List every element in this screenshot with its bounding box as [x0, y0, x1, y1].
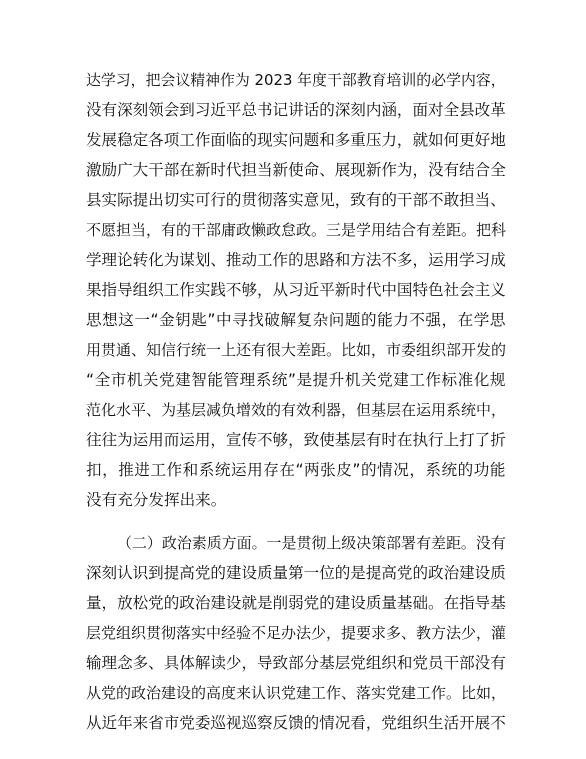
text-line: 范化水平、为基层减负增效的有效利器，但基层在运用系统中， [86, 401, 506, 419]
text-line: 发展稳定各项工作面临的现实问题和多重压力，就如何更好地 [86, 131, 506, 149]
text-line: 激励广大干部在新时代担当新使命、展现新作为，没有结合全 [86, 161, 506, 179]
text-line: 扣，推进工作和系统运用存在“两张皮”的情况，系统的功能 [86, 461, 506, 479]
text-line: 往往为运用而运用，宣传不够，致使基层有时在执行上打了折 [86, 431, 506, 449]
text-line: 达学习，把会议精神作为 2023 年度干部教育培训的必学内容， [86, 71, 506, 89]
text-line: 量，放松党的政治建设就是削弱党的建设质量基础。在指导基 [86, 594, 506, 612]
text-line: 学理论转化为谋划、推动工作的思路和方法不多，运用学习成 [86, 251, 506, 269]
paragraph-2 [86, 528, 506, 738]
text-line: 不愿担当，有的干部庸政懒政怠政。三是学用结合有差距。把科 [86, 221, 506, 239]
text-line: 用贯通、知信行统一上还有很大差距。比如，市委组织部开发的 [86, 341, 506, 359]
text-line: 从近年来省市党委巡视巡察反馈的情况看，党组织生活开展不 [86, 714, 506, 732]
paragraph-1 [86, 65, 506, 515]
text-line: 思想这一“金钥匙”中寻找破解复杂问题的能力不强，在学思 [86, 311, 506, 329]
text-line: （二）政治素质方面。一是贯彻上级决策部署有差距。没有 [117, 534, 506, 552]
paragraph-gap [86, 515, 506, 528]
text-line: 从党的政治建设的高度来认识党建工作、落实党建工作。比如， [86, 684, 506, 702]
document-body [86, 65, 506, 738]
text-line: 深刻认识到提高党的建设质量第一位的是提高党的政治建设质 [86, 564, 506, 582]
text-line: 层党组织贯彻落实中经验不足办法少，提要求多、教方法少，灌 [86, 624, 506, 642]
text-line: 输理念多、具体解读少，导致部分基层党组织和党员干部没有 [86, 654, 506, 672]
text-line: 没有深刻领会到习近平总书记讲话的深刻内涵，面对全县改革 [86, 101, 506, 119]
text-line: 没有充分发挥出来。 [86, 491, 227, 509]
text-line: 县实际提出切实可行的贯彻落实意见，致有的干部不敢担当、 [86, 191, 506, 209]
text-line: 果指导组织工作实践不够，从习近平新时代中国特色社会主义 [86, 281, 506, 299]
text-line: “全市机关党建智能管理系统”是提升机关党建工作标准化规 [86, 371, 506, 389]
